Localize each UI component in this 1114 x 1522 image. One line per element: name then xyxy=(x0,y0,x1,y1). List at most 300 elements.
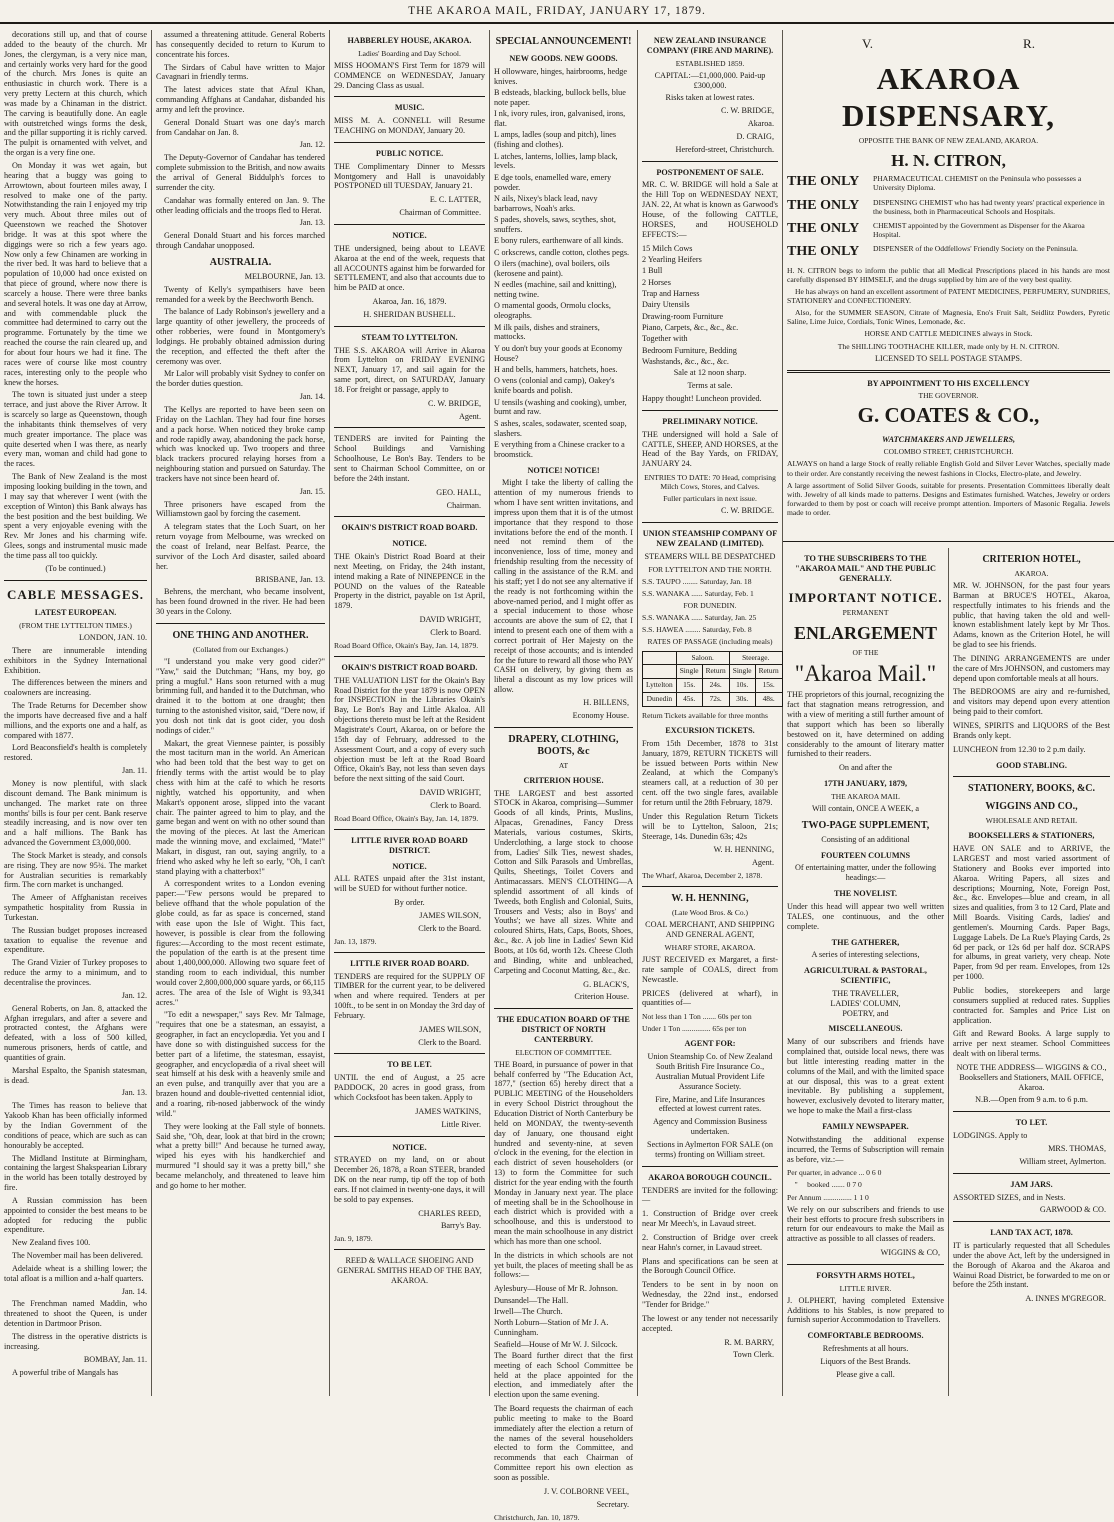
claim-label: THE ONLY xyxy=(787,220,860,236)
signature: Hereford-street, Christchurch. xyxy=(675,144,774,154)
ad-heading: STEAM TO LYTTELTON. xyxy=(361,332,458,342)
dateline: BRISBANE, Jan. 13. xyxy=(255,574,325,584)
table-cell: 15s. xyxy=(676,679,702,693)
dateline: Jan. 14. xyxy=(121,1286,147,1296)
goods-list xyxy=(494,67,633,460)
ad-text: Refreshments at all hours. xyxy=(822,1344,909,1354)
claim-text: DISPENSER of the Oddfellows' Friendly Society on the Peninsula. xyxy=(873,244,1078,254)
ad-heading: HABBERLEY HOUSE, AKAROA. xyxy=(347,36,472,45)
ad-text: The Board requests the chairman of each public meeting to make to the Board immediately after the election a return of the names of the several householders elected to form the Committee, and recommends that each Chairman of Committee report his own election as soon as possible. xyxy=(494,1404,633,1482)
article-text: A correspondent writes to a London evening paper:—"Few persons would be prepared to believe offhand that the whole population of the globe could, as far as space is concerned, stand with ease upon the Isle of Wight. This fact, however, is possible is clear from the following figures:—According to the most recent estimate, the population of the earth is at the present time about 1,400,000,000. Allowing two square feet of standing room to each individual, this number would cover 2,800,000,000 square yards, or 66,115 acres. The area of the Isle of Wight is 93,341 acres." xyxy=(156,879,325,1007)
signature: C. W. BRIDGE, xyxy=(428,398,481,408)
signature: J. V. COLBORNE VEEL, xyxy=(543,1486,629,1496)
ad-subheading: THE AKAROA MAIL xyxy=(831,791,900,801)
ad-heading: IMPORTANT NOTICE. xyxy=(788,589,943,605)
cable-item: The Russian budget proposes increased taxation to equalise the revenue and expenditure. xyxy=(4,925,147,955)
ad-heading: FORSYTH ARMS HOTEL, xyxy=(816,1270,915,1280)
ad-text: THE Board, in pursuance of power in that behalf conferred by "The Education Act, 1877," (section 65) hereby direct that a PUBLIC MEETING of the Householders in every School District throughout the Education District of North Canterbury be held on MONDAY, the twenty-seventh day of January, one thousand eight hundred and seventy-nine, at seven o'clock in the evening, for the election in each district of seven householders (or 13) to form the Committee for such district for the year ending with the fourth Monday in January next year. The place of meeting shall be in the Schoolhouse in each district which is provided with a schoolhouse, and this is understood to mean the main schoolhouse in any district which has more than one school. xyxy=(494,1059,633,1246)
ad-text: We rely on our subscribers and friends to use their best efforts to procure fresh subscribers in return for our endeavours to make the Mail as attractive as possible to all classes of readers. xyxy=(787,1204,944,1244)
signature: Clerk to the Board. xyxy=(418,1037,481,1047)
ad-text: Fuller particulars in next issue. xyxy=(663,494,757,504)
order-line: By order. xyxy=(394,898,425,908)
ad-text: LICENSED TO SELL POSTAGE STAMPS. xyxy=(874,353,1023,363)
divider xyxy=(642,886,778,887)
list-item: Trap and Harness xyxy=(642,288,700,298)
ad-text: Will contain, ONCE A WEEK, a xyxy=(811,803,920,813)
ad-heading: SPECIAL ANNOUNCEMENT! xyxy=(495,36,632,47)
dateline: MELBOURNE, Jan. 13. xyxy=(244,271,325,281)
ad-text: MISS M. A. CONNELL will Resume TEACHING on MONDAY, January 20. xyxy=(334,116,485,136)
ad-text: A large assortment of Solid Silver Goods, suitable for presents. Presentation Committees liberally dealt with. Jewelry of all kinds made to patterns. Designs and Estimates furnished. Watches, Jewelry or orders forwarded to them by post or coach will receive prompt attention. Importers of Masonic Regalia. Jewels made to order. xyxy=(787,480,1110,517)
cable-item: The Trade Returns for December show the imports have decreased five and a half millions, and the exports one and a half, as compared with 1877. xyxy=(4,701,147,740)
list-item: L atches, lanterns, lollies, lamp black, levels. xyxy=(494,151,618,171)
signature: R. M. BARRY, xyxy=(724,1337,774,1347)
ad-text: 2. Construction of Bridge over creek near Hahn's corner, in Lavaud street. xyxy=(642,1232,778,1252)
ad-heading: NOTICE. xyxy=(392,539,427,549)
table-cell: Dunedin xyxy=(643,693,677,707)
fares-table xyxy=(642,651,783,708)
ad-text: Of entertaining matter, under the following headings:— xyxy=(794,863,937,883)
ad-text: CAPITAL:—£1,000,000. Paid-up £300,000. xyxy=(654,70,766,90)
list-item: 1 Bull xyxy=(642,266,663,276)
list-item: S pades, shovels, saws, scythes, shot, snuffers. xyxy=(494,215,616,234)
section-heading: ONE THING AND ANOTHER. xyxy=(172,629,309,641)
ad-heading: AGENT FOR: xyxy=(684,1039,736,1049)
ad-heading: TO THE SUBSCRIBERS TO THE "AKAROA MAIL" AND THE PUBLIC GENERALLY. xyxy=(795,554,936,583)
ad-text: Might I take the liberty of calling the attention of my numerous friends to whom I have sent written invitations, and impress upon them that it is of the utmost importance that they respond to those invitations before the end of the month. I need not remind them of the inconvenience, loss of time, money and friendship resulting from the necessity of calling in the assistance of the R.M. and his staff; yet I do not see any alternative if the ready is not forthcoming within the above-named period, and I might offer as a special inducement to those whose accounts are above the sum of £2, that I intend to present each one of them with a correct portrait of Her Majesty on the receipt of those accounts; and is intended for the future to reward all those who PAY CASH on delivery, by giving them as liberal a discount as my low prices will allow. xyxy=(494,478,634,695)
ad-text: Terms at sale. xyxy=(687,381,733,391)
ad-heading: DRAPERY, CLOTHING, BOOTS, &c xyxy=(508,733,619,757)
vr-cipher xyxy=(787,36,1110,52)
signature: Secretary. xyxy=(596,1499,629,1509)
divider xyxy=(334,1053,485,1054)
ad-subheading: ESTABLISHED 1859. xyxy=(675,58,745,68)
ad-text: The lowest or any tender not necessarily accepted. xyxy=(642,1313,778,1333)
cable-item: Adelaide wheat is a shilling lower; the total afloat is a million and a-half quarters. xyxy=(4,1263,147,1283)
ad-subheading: Ladies' Boarding and Day School. xyxy=(358,48,461,58)
source-note: (Collated from our Exchanges.) xyxy=(193,644,288,654)
section-heading: CABLE MESSAGES. xyxy=(6,586,145,602)
ad-text: MR. C. W. BRIDGE will hold a Sale at the Hill Top on WEDNESDAY NEXT, JAN. 22, At what is known as Garwood's House, of the following CATTLE, HORSES, and HOUSEHOLD EFFECTS:— xyxy=(642,180,778,239)
article-text: Mr Lalor will probably visit Sydney to confer on the border duties question. xyxy=(156,369,325,389)
ad-heading: FAMILY NEWSPAPER. xyxy=(822,1122,909,1131)
date-line: Jan. 13, 1879. xyxy=(334,936,377,946)
signature: Clerk to the Board. xyxy=(418,923,481,933)
ad-heading: NOTICE. xyxy=(392,230,427,240)
ad-text: Liquors of the Best Brands. xyxy=(820,1356,911,1366)
ad-text: J. OLPHERT, having completed Extensive Additions to his Stables, is now prepared to furnish superior Accommodation to Travellers. xyxy=(787,1295,944,1325)
signature: Agent. xyxy=(458,411,481,421)
signature: GEO. HALL, xyxy=(436,487,481,497)
ad-heading: EXCURSION TICKETS. xyxy=(665,726,755,736)
dateline: Jan. 11. xyxy=(122,766,147,776)
list-item: Drawing-room Furniture xyxy=(642,311,724,321)
ad-text: WINES, SPIRITS and LIQUORS of the Best Brands only kept. xyxy=(953,720,1110,740)
list-item: 2 Yearling Heifers xyxy=(642,254,702,264)
ad-heading: AGRICULTURAL & PASTORAL, SCIENTIFIC, xyxy=(804,966,927,986)
divider xyxy=(494,727,633,728)
ad-text: Consisting of an additional xyxy=(821,834,910,844)
ad-text: IT is particularly requested that all Schedules under the above Act, left by the undersigned in the Borough of Akaroa and the Akaroa and Wainui Road District, be forwarded to me on or before the 25th instant. xyxy=(953,1241,1110,1290)
ad-heading: OKAIN'S DISTRICT ROAD BOARD. xyxy=(341,662,478,672)
paper-name: "Akaroa Mail." xyxy=(794,660,937,686)
divider xyxy=(334,1249,485,1250)
signature: G. BLACK'S, xyxy=(583,979,629,989)
ad-heading: THE EDUCATION BOARD OF THE DISTRICT OF NORTH CANTERBURY. xyxy=(497,1015,630,1044)
signature: W. H. HENNING, xyxy=(713,845,774,855)
cable-item: The Stock Market is steady, and consols are rising. They are now 95¾. The market for Australian securities is remarkably firm. The corn market is unchanged. xyxy=(4,850,147,890)
article-text: decorations still up, and that of course added to the beauty of the church. Mr Jones, the clergyman, is a very nice man, and certainly works very hard for the good of the church. Mrs Jones is quite an enthusiastic in church work. There is a very pretty Lectern at this church, which was made by a Chinaman in the district. The carving is beautifully done. An eagle with outstretched wings forms the desk, and the pillar supporting it is richly carved. The pulpit is ornamented with velvet, and the organ is a very fine one. xyxy=(4,30,147,158)
list-item: Washstands, &c., &c., &c. xyxy=(642,356,729,366)
table-cell: Lyttelton xyxy=(643,679,677,693)
ad-text: ASSORTED SIZES, and in Nests. xyxy=(953,1192,1066,1202)
signature: Criterion House. xyxy=(574,992,629,1002)
signature: DAVID WRIGHT, xyxy=(419,615,481,625)
dateline: Jan. 12. xyxy=(121,990,147,1000)
ad-text: Return Tickets available for three months xyxy=(642,711,768,720)
route-heading: FOR LYTTELTON AND THE NORTH. xyxy=(648,564,772,574)
ad-text: THE LARGEST and best assorted STOCK in Akaroa, comprising—Summer Goods of all kinds, Prints, Muslins, Alpacas, Grenadines, Fancy Dress Materials, various costumes, Skirts, Underclothing, a large stock to choose from, Ladies' Silk Ties, newest shades, Cotton and Silk Parasols and Umbrellas, Quilts, Sheetings, Toilet Covers and Antimacassars. MEN'S CLOTHING—A splendid assortment of all kinds of Tweeds, both English and Colonial, Suits, Trousers and Vests; also in Boys' and Youths'; we have all sizes. White and coloured Shirts, Hats, Caps, Boots, Shoes, &c., &c. A job line in Ladies' Sewn Kid Boots, at 10s 6d, worth 12s. Cheese Cloth and Binding, white and unbleached, Carpeting and Coconut Matting, &c., &c. xyxy=(494,788,633,975)
route-heading: FOR DUNEDIN. xyxy=(683,601,737,611)
ad-text: NOTE THE ADDRESS— WIGGINS & CO., Booksellers and Stationers, MAIL OFFICE, Akaroa. xyxy=(956,1062,1107,1092)
masthead: THE AKAROA MAIL, FRIDAY, JANUARY 17, 1879. xyxy=(0,0,1114,24)
cable-item: The differences between the miners and coalowners are increasing. xyxy=(4,678,147,698)
ad-text: THE Okain's District Road Board at their next Meeting, on Friday, the 24th instant, intend making a Rate of NINEPENCE in the POUND on the values of the Rateable Property in the district, payable on 1st April, 1879. xyxy=(334,552,485,611)
divider xyxy=(494,1008,633,1009)
ad-text: 1. Construction of Bridge over creek near Mr Meech's, in Lavaud street. xyxy=(642,1209,778,1229)
ad-text: Fire, Marine, and Life Insurances effected at lowest current rates. xyxy=(655,1094,765,1114)
cable-item: The November mail has been delivered. xyxy=(12,1251,143,1261)
signature: GARWOOD & CO. xyxy=(1039,1205,1106,1215)
article-text: The Sirdars of Cabul have written to Major Cavagnari in friendly terms. xyxy=(156,62,325,82)
ad-heading: LITTLE RIVER ROAD BOARD DISTRICT. xyxy=(351,835,468,855)
ad-heading: LAND TAX ACT, 1878. xyxy=(990,1228,1073,1238)
ad-heading: PRELIMINARY NOTICE. xyxy=(662,416,758,426)
signature: JAMES WATKINS, xyxy=(415,1106,481,1116)
list-item: H ollowware, hinges, hairbrooms, hedge knives. xyxy=(494,66,628,86)
ad-heading: NEW ZEALAND INSURANCE COMPANY (FIRE AND MARINE). xyxy=(646,36,774,55)
signature: MRS. THOMAS, xyxy=(1048,1143,1106,1153)
ad-text: STEAMERS WILL BE DESPATCHED xyxy=(644,551,776,561)
article-text: A telegram states that the Loch Suart, on her return voyage from Melbourne, was wrecked on the coast of Ireland, near Belfast. Pearce, the survivor of the Loch Ard disaster, sailed aboard her. xyxy=(156,522,325,571)
divider xyxy=(953,1111,1110,1112)
table-cell: 10s. xyxy=(729,679,755,693)
ad-text: THE undersigned, being about to LEAVE Akaroa at the end of the week, requests that all ACCOUNTS against him be forwarded for SETTLEMENT, and also that accounts due to him be PAID at once. xyxy=(334,243,485,293)
divider xyxy=(953,1221,1110,1222)
ad-text: From 15th December, 1878 to 31st January, 1879, RETURN TICKETS will be issued between Ports within New Zealand, at which the Company's steamers call, at a reduction of 30 per cent. off the two single fares, available for return until the 28th February, 1879. xyxy=(642,738,778,808)
cable-item: Money is now plentiful, with slack discount demand. The Bank minimum is unchanged. The market rate on three months' bills is four per cent. Bank reserve steadily increasing, and is now over ten and a half millions. The Bank has advanced the Government £3,000,000. xyxy=(4,778,147,848)
signature: Barry's Bay. xyxy=(440,1221,481,1231)
article-text: General Donald Stuart and his forces marched through Candahar unopposed. xyxy=(156,231,325,251)
list-item: U tensils (washing and cooking), umber, burnt and raw. xyxy=(494,397,627,417)
ad-subheading: LITTLE RIVER. xyxy=(839,1283,892,1293)
signature: C. W. BRIDGE. xyxy=(721,506,774,516)
ad-text: Under 1 Ton ............... 65s per ton xyxy=(642,1024,747,1034)
signature: CHARLES REED, xyxy=(418,1208,481,1218)
table-header: Saloon. xyxy=(676,651,729,665)
list-item: 15 Milch Cows xyxy=(642,243,693,253)
article-text: Behrens, the merchant, who became insolvent, has been found drowned in the river. He had been 30 years in the Colony. xyxy=(156,587,325,617)
place-list xyxy=(494,1284,633,1349)
ad-subheading: ELECTION OF COMMITTEE. xyxy=(515,1047,612,1057)
divider xyxy=(642,522,778,523)
ad-text: Plans and specifications can be seen at the Borough Council Office. xyxy=(642,1256,778,1276)
article-text: General Donald Stuart was one day's march from Candahar on Jan. 8. xyxy=(156,117,325,137)
table-header: Return xyxy=(755,665,782,679)
ad-text: LADIES' COLUMN, xyxy=(830,998,901,1008)
ad-subheading: NEW GOODS. NEW GOODS. xyxy=(509,54,618,63)
ad-text: COAL MERCHANT, AND SHIPPING AND GENERAL AGENT, xyxy=(645,920,775,940)
signature: JAMES WILSON, xyxy=(419,910,481,920)
list-item: Seafield—House of Mr W. J. Silcock. xyxy=(494,1339,618,1349)
divider xyxy=(787,1264,944,1265)
ad-text: Agency and Commission Business undertaken. xyxy=(653,1117,767,1137)
table-cell: 48s. xyxy=(755,693,782,707)
ad-heading: THE GATHERER, xyxy=(831,937,900,947)
claim-label: THE ONLY xyxy=(787,174,860,190)
list-item: E dge tools, enamelled ware, emery powder. xyxy=(494,172,612,192)
divider xyxy=(334,952,485,953)
place-line: The Wharf, Akaroa, December 2, 1878. xyxy=(642,871,763,881)
ad-subheading: PERMANENT xyxy=(842,608,889,618)
ad-text: TENDERS are invited for the following:— xyxy=(642,1185,778,1205)
signature: Chairman of Committee. xyxy=(399,208,481,218)
divider xyxy=(334,829,485,830)
ad-text: HAVE ON SALE and to ARRIVE, the LARGEST and most varied assortment of Stationery and Books ever imported into Akaroa. Writing Papers, all sizes and descriptions; Mourning, Note, Foreign Post, &c., &c. Envelopes—blue and cream, in all sizes and qualities, from 3 to 12 Card, Plate and Mill Boards. Visiting Cards, ladies' and gentlemen's. Mourning Cards. Paper Bags, Luggage Labels. De La Rue's Playing Cards, 2s 6d per pack, or 12s 6d per half doz. SCRAPS for albums, in great variety, very cheap. Note Paper, from 9d per ream. Envelopes, from 12s per 1000. xyxy=(953,844,1110,982)
cable-item: General Roberts, on Jan. 8, attacked the Afghan irregulars, and after a severe and protracted contest, the Afghans were defeated, with a loss of 500 killed, numerous prisoners, herds of cattle, and quantities of grain. xyxy=(4,1003,147,1062)
ad-text: TENDERS are required for the SUPPLY OF TIMBER for the current year, to be delivered when and where required. Tenders at per 100ft., to be sent in on Monday the 3rd day of February. xyxy=(334,971,485,1020)
signature: E. C. LATTER, xyxy=(429,195,481,205)
ad-text: ALL RATES unpaid after the 31st instant, will be SUED for without further notice. xyxy=(334,874,485,894)
divider xyxy=(334,427,485,428)
list-item: N ails, Nixey's black lead, navy barbarrows, Noah's arks. xyxy=(494,193,598,213)
cable-item: The Midland Institute at Birmingham, containing the largest Shakspearian Library in the world has been totally destroyed by fire. xyxy=(4,1153,147,1193)
ad-heading: NOTICE. xyxy=(392,861,427,871)
sailing-row: S.S. HAWEA ........ Saturday, Feb. 8 xyxy=(642,625,752,635)
ad-text: The BEDROOMS are airy and re-furnished, and visitors may depend upon every attention being paid to their comfort. xyxy=(953,687,1110,717)
ad-text: MR. W. JOHNSON, for the past four years Barman at BRUCE'S HOTEL, Akaroa, respectfully intimates to his friends and the public, that having taken the old and well-known establishment lately kept by Mr Thos. Adams, known as the Criterion Hotel, he will be glad to see his friends. xyxy=(953,581,1110,650)
ad-subheading: WHOLESALE AND RETAIL xyxy=(985,816,1078,826)
signature: William street, Aylmerton. xyxy=(1019,1156,1106,1166)
ad-text: UNTIL the end of August, a 25 acre PADDOCK, 20 acres in good grass, from which Cocksfoot has been taken. Apply to xyxy=(334,1073,485,1102)
ad-heading: MISCELLANEOUS. xyxy=(828,1024,903,1034)
ad-heading: LITTLE RIVER ROAD BOARD. xyxy=(350,958,469,968)
sailing-row: S.S. WANAKA ...... Saturday, Feb. 1 xyxy=(642,588,754,598)
table-cell: 72s. xyxy=(702,693,729,707)
table-cell: 30s. xyxy=(729,693,755,707)
list-item: I nk, ivory rules, iron, galvanised, irons, flat. xyxy=(494,109,626,129)
dateline: Jan. 13. xyxy=(121,1088,147,1098)
dispensary-title: AKAROA DISPENSARY, xyxy=(842,60,1055,133)
ad-heading: THE NOVELIST. xyxy=(833,889,898,899)
claim-row xyxy=(787,244,1110,261)
ad-text: STRAYED on my land, on or about December 26, 1878, a Roan STEER, branded DK on the near rump, tip off the top of both ears. If not claimed in twenty-one days, it will be sold to pay expenses. xyxy=(334,1155,485,1204)
signature: Little River. xyxy=(441,1119,481,1129)
ad-heading: W. H. HENNING, xyxy=(671,893,749,905)
list-item: E verything from a Chinese cracker to a broomstick. xyxy=(494,439,625,459)
ad-heading: COMFORTABLE BEDROOMS. xyxy=(807,1331,924,1341)
list-item: Dairy Utensils xyxy=(642,300,690,310)
ad-text: N.B.—Open from 9 a.m. to 6 p.m. xyxy=(975,1095,1088,1105)
cable-item: The Frenchman named Maddin, who threatened to shoot the Queen, is under detention in Dartmoor Prison. xyxy=(4,1299,147,1329)
column-8 xyxy=(949,548,1114,1396)
date-line: Akaroa, Jan. 16, 1879. xyxy=(372,297,447,307)
article-text: assumed a threatening attitude. General Roberts has consequently decided to return to Kurum to concentrate his forces. xyxy=(156,30,325,59)
terms-row: Per quarter, in advance ... 0 6 0 xyxy=(787,1168,882,1178)
claim-row xyxy=(787,221,1110,239)
table-header xyxy=(643,651,677,665)
article-text: The Deputy-Governor of Candahar has tendered complete submission to the British, and now awaits the arrival of General Biddulph's forces to surrender the city. xyxy=(156,153,325,192)
ad-heading: FOURTEEN COLUMNS xyxy=(820,850,911,860)
cable-item: A powerful tribe of Mangals has xyxy=(12,1367,119,1377)
sailing-row: S.S. WANAKA ...... Saturday, Jan. 25 xyxy=(642,613,757,623)
ad-heading: TO LET. xyxy=(1015,1118,1048,1128)
ad-text: Under this Regulation Return Tickets will be to Lyttelton, Saloon, 21s; Steerage, 14s. Dunedin 63s; 42s xyxy=(642,811,778,841)
list-item: Aylesbury—House of Mr R. Johnson. xyxy=(494,1284,618,1294)
list-item: C orkscrews, candle cotton, clothes pegs. xyxy=(494,247,630,257)
ad-heading: CRITERION HOTEL, xyxy=(982,554,1081,565)
ad-subheading: (Late Wood Bros. & Co.) xyxy=(672,908,748,918)
ad-text: Many of our subscribers and friends have complained that, outside local news, there was but little interesting reading matter in the columns of the Mail, and with the limited space at our disposal, this was to a great extent inevitable. By publishing a supplement, however, exclusively devoted to literary matter, we hope to make the Mail a first-class xyxy=(787,1037,944,1116)
ad-text: THE proprietors of this journal, recognizing the fact that stagnation means retrogression, and with a view of meriting a still further amount of that support which has been so liberally bestowed on it, have determined on adding considerably to the amount of literary matter furnished to their readers. xyxy=(787,690,944,759)
ad-heading: 17TH JANUARY, 1879, xyxy=(823,779,908,789)
place-line: Christchurch, Jan. 10, 1879. xyxy=(494,1512,580,1522)
ad-text: LUNCHEON from 12.30 to 2 p.m daily. xyxy=(953,744,1086,754)
ad-heading: NOTICE. xyxy=(392,1142,427,1152)
signature: D. CRAIG, xyxy=(736,131,774,141)
ad-text: MISS HOOMAN'S First Term for 1879 will COMMENCE on WEDNESDAY, January 29. Dancing Class as usual. xyxy=(334,60,485,90)
ad-text: The DINING ARRANGEMENTS are under the care of Mrs JOHNSON, and customers may depend upon comfortable meals at all hours. xyxy=(953,653,1110,683)
ad-subheading: BOOKSELLERS & STATIONERS, xyxy=(968,831,1095,841)
ad-heading: TWO-PAGE SUPPLEMENT, xyxy=(801,819,930,831)
article-text: The Kellys are reported to have been seen on Friday on the Lachlan. They had four fine horses and a pack horse. When noticed they broke camp and rode rapidly away, abandoning the pack horse, which was knocked up. Two troopers and three black trackers procured relaying horses from a neighbouring station and pursued on Saturday. The trackers have not since been heard of. xyxy=(156,405,325,483)
ad-subheading: WATCHMAKERS AND JEWELLERS, xyxy=(881,434,1016,444)
dateline: BOMBAY, Jan. 11. xyxy=(83,1354,147,1364)
section-heading: AUSTRALIA. xyxy=(209,256,272,268)
list-item: Dunsandel—The Hall. xyxy=(494,1295,569,1305)
ad-heading: TO BE LET. xyxy=(387,1060,432,1070)
rates-heading: RATES OF PASSAGE (including meals) xyxy=(647,637,773,647)
ad-text: WHARF STORE, AKAROA. xyxy=(664,942,756,952)
list-item: Irwell—The Church. xyxy=(494,1307,563,1316)
list-item: Together with xyxy=(642,334,688,344)
place-line: Road Board Office, Okain's Bay, Jan. 14, 1879. xyxy=(334,813,479,823)
ad-subheading: OPPOSITE THE BANK OF NEW ZEALAND, AKAROA. xyxy=(858,135,1039,145)
source-note: (FROM THE LYTTELTON TIMES.) xyxy=(19,621,132,630)
cable-item: New Zealand fives 100. xyxy=(12,1238,91,1248)
article-text: Makart, the great Viennese painter, is possibly the most taciturn man in the world. An American who had been told that the best way to get on friendly terms with the artist would be to play chess with him at the café to which he resorts nightly, watched his opportunity, and when Makart's opponent arose, slipped into the vacant chair. The painter agreed to him to play, and the game began and went on with no other sound than the moving of the pieces. At last the American made the winning move, and exclaimed, "Mate!" Makart, in disgust, ran out, saying angrily, to a friend who asked why he left so early, "Oh, I can't stand playing with a chatterbox!" xyxy=(156,738,325,876)
list-item: E bony rulers, earthenware of all kinds. xyxy=(494,236,624,246)
ad-heading: OKAIN'S DISTRICT ROAD BOARD. xyxy=(341,523,478,533)
list-item: O ilers (machine), oval boilers, oils (kerosene and paint). xyxy=(494,259,610,278)
ad-text: THE S.S. AKAROA will Arrive in Akaroa from Lyttelton on FRIDAY EVENING NEXT, January 17, and sail again for the same port, direct, on SATURDAY, January 18. For freight or passage, apply to xyxy=(334,345,485,394)
table-header: Single xyxy=(676,665,702,679)
cable-item: There are innumerable intending exhibitors in the Sydney International Exhibition. xyxy=(4,645,147,675)
ad-heading: GOOD STABLING. xyxy=(996,760,1067,770)
signature: A. INNES M'GREGOR. xyxy=(1025,1294,1106,1304)
terms-row: Per Annum ............... 1 1 0 xyxy=(787,1192,869,1202)
cable-item: The Ameer of Affghanistan receives sympathetic hospitality from Russia in Turkestan. xyxy=(4,893,147,922)
divider xyxy=(334,1136,485,1137)
table-header: Steerage. xyxy=(729,651,782,665)
terms-row: " booked ....... 0 7 0 xyxy=(787,1180,862,1190)
ad-text: JUST RECEIVED ex Margaret, a first-rate sample of COALS, direct from Newcastle. xyxy=(642,954,778,984)
divider xyxy=(642,410,778,411)
cable-item: The Times has reason to believe that Yakoob Khan has been officially informed by the Indian Government of the conditions of peace, which are such as can honourably be accepted. xyxy=(4,1101,147,1150)
ad-text: Sections in Aylmerton FOR SALE (on terms) fronting on William street. xyxy=(647,1140,773,1159)
article-text: Twenty of Kelly's sympathisers have been remanded for a week by the Beechworth Bench. xyxy=(156,284,325,304)
column-7 xyxy=(783,548,949,1396)
claim-text: CHEMIST appointed by the Government as Dispenser for the Akaroa Hospital. xyxy=(873,220,1085,239)
ad-text: THE VALUATION LIST for the Okain's Bay Road District for the year 1879 is now OPEN for INSPECTION in the Libraries Okain's Bay, Le Bon's Bay and Little Akaloa. All objections thereto must be left at the Resident Magistrate's Court, Akaroa, on or before the 15th day of February, addressed to the Assessment Court, and a copy of every such objection must be left at the Road Board Office, Okain's Bay, not less than seven days before the next sitting of the said Court. xyxy=(334,675,485,784)
column-6-wide xyxy=(783,30,1114,542)
proprietor-name: H. N. CITRON, xyxy=(891,150,1006,170)
sale-list xyxy=(642,244,778,367)
table-header: Single xyxy=(729,665,755,679)
ad-text: The Board further direct that the first meeting of each School Committee be held at the place appointed for the election, and immediately after the election upon the same evening. xyxy=(494,1350,633,1400)
ad-subheading: OF THE xyxy=(852,647,879,657)
dateline: LONDON, JAN. 10. xyxy=(79,633,147,642)
ad-text: REED & WALLACE SHOEING AND GENERAL SMITHS HEAD OF THE BAY, AKAROA. xyxy=(337,1256,482,1286)
claim-row xyxy=(787,174,1110,192)
claim-label: THE ONLY xyxy=(787,244,860,260)
divider xyxy=(334,96,485,97)
cable-item: Marshal Espalto, the Spanish statesman, is dead. xyxy=(4,1065,147,1085)
ad-text: H. N. CITRON begs to inform the public that all Medical Prescriptions placed in his hands are most carefully dispensed BY HIMSELF, and the drugs supplied by him are of the very best quality. xyxy=(787,265,1110,284)
ad-subheading: THE GOVERNOR. xyxy=(918,391,979,401)
claim-label: THE ONLY xyxy=(787,197,860,213)
ad-heading: G. COATES & CO., xyxy=(857,403,1040,428)
list-item: N eedles (machine, sail and knitting), netting twine. xyxy=(494,280,617,300)
ad-heading: BY APPOINTMENT TO HIS EXCELLENCY xyxy=(867,378,1030,388)
divider xyxy=(642,1166,778,1167)
ad-text: He has always on hand an excellent assortment of PATENT MEDICINES, PERFUMERY, SUNDRIES, STATIONERY and CONFECTIONERY. xyxy=(787,287,1110,306)
dateline: Jan. 15. xyxy=(299,486,325,496)
divider xyxy=(334,516,485,517)
ad-text: Under this head will appear two well written TALES, one continuous, and the other complete. xyxy=(787,901,944,931)
ad-heading: PUBLIC NOTICE. xyxy=(375,148,444,158)
ad-heading: ENLARGEMENT xyxy=(793,623,937,644)
ad-text: PRICES (delivered at wharf), in quantities of— xyxy=(642,988,778,1008)
continued-note: (To be continued.) xyxy=(45,563,106,573)
ad-text: Sale at 12 noon sharp. xyxy=(673,368,747,378)
ad-text: Risks taken at lowest rates. xyxy=(665,93,755,103)
article-text: On Monday it was wet again, but hearing that a buggy was going to Arrowtown, about fourteen miles away, I resolved to make one of the party. Notwithstanding the rain I enjoyed my trip very much. About three miles out of Queenstown we reached the Shotover bridge. It was at this spot where the diggings were so rich a few years ago. Now only a few Chinamen are working in the river bed. It was hard to believe that a population of 10,000 had once existed on that piece of ground, where now there is scarcely a house. There were three banks and several hotels. It was one day at Arrow, and with commendable pluck the committee had determined to carry out the programme. Fortunately by the time we reached the course the rain cleared up, and for about four hours we had it fine. The races were of course like most country races, interesting only to the people who knew the horses. xyxy=(4,160,147,387)
list-item: S ashes, scales, sodawater, scented soap, slashers. xyxy=(494,418,627,438)
sailing-row: S.S. TAUPO ........ Saturday, Jan. 18 xyxy=(642,576,752,586)
ad-text: Public bodies, storekeepers and large consumers supplied at reduced rates. Supplies contracted for. Samples and Price List on application. xyxy=(953,986,1110,1025)
table-row xyxy=(643,679,783,693)
ad-heading: STATIONERY, BOOKS, &C. xyxy=(968,783,1095,795)
signature: DAVID WRIGHT, xyxy=(419,788,481,798)
claim-text: DISPENSING CHEMIST who has had twenty years' practical experience in the business, both in Pharmaceutical Schools and Hospitals. xyxy=(873,197,1105,216)
table-cell: 24s. xyxy=(702,679,729,693)
ad-text: Notwithstanding the additional expense incurred, the Terms of Subscription will remain as before, viz.:— xyxy=(787,1134,944,1164)
table-cell: 45s. xyxy=(676,693,702,707)
ad-text: HORSE AND CATTLE MEDICINES always in Stock. xyxy=(864,329,1033,339)
divider xyxy=(156,623,325,624)
signature: Town Clerk. xyxy=(733,1350,774,1360)
signature: Chairman. xyxy=(446,500,481,510)
article-text: The latest advices state that Afzul Khan, commanding Affghans at Candahar, disbanded his army and left the province. xyxy=(156,85,325,114)
signature: JAMES WILSON, xyxy=(419,1024,481,1034)
list-item: North Loburn—Station of Mr J. A. Cunningham. xyxy=(494,1318,609,1338)
cable-item: The Grand Vizier of Turkey proposes to reduce the army to a minimum, and to decentralise the provinces. xyxy=(4,958,147,987)
cipher-letter: R. xyxy=(1023,36,1035,51)
column-2 xyxy=(152,30,330,1396)
column-1 xyxy=(0,30,152,1396)
list-item: M ilk pails, dishes and strainers, mattocks. xyxy=(494,322,600,342)
